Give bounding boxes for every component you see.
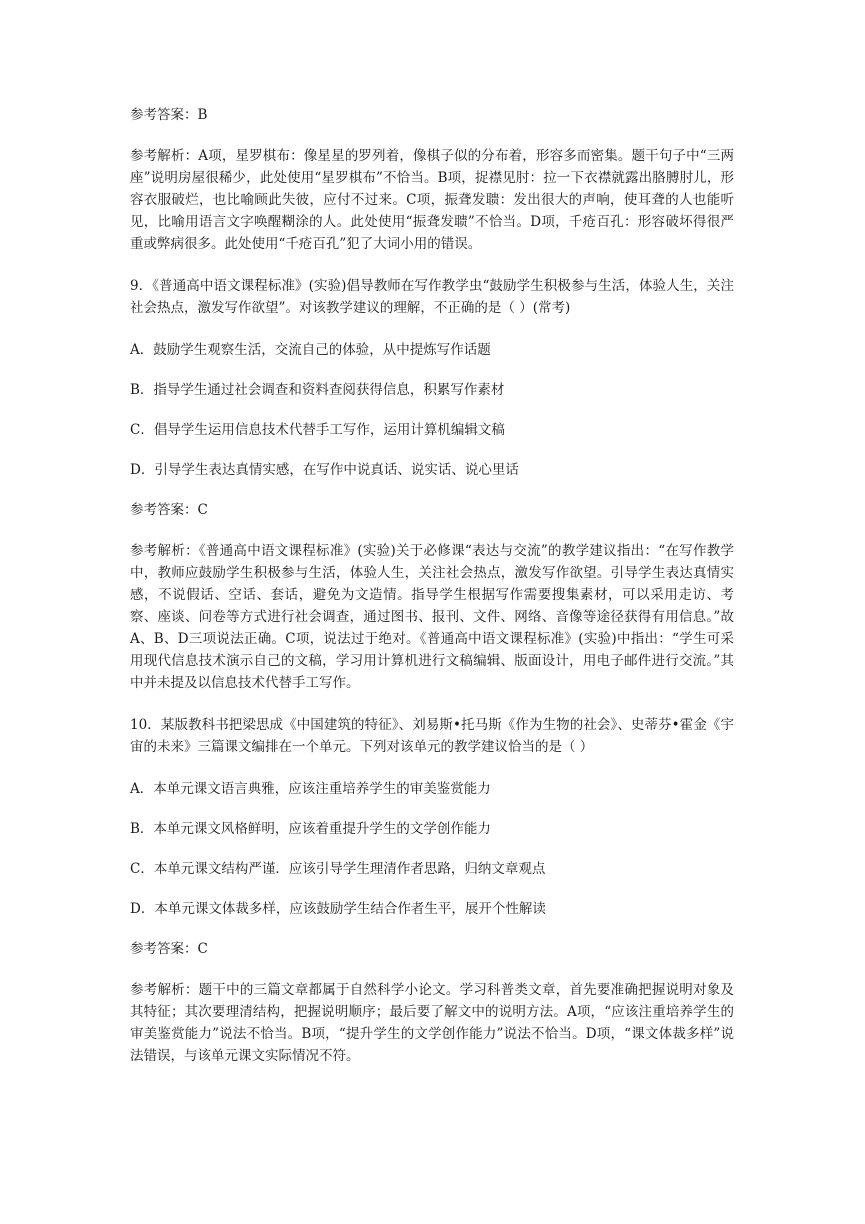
q9-option-b: B．指导学生通过社会调查和资料查阅获得信息，积累写作素材: [130, 382, 505, 398]
q10-option-c: C．本单元课文结构严谨．应该引导学生理清作者思路，归纳文章观点: [130, 861, 546, 877]
q9-question: 9．《普通高中语文课程标准》(实验)倡导教师在写作教学虫“鼓励学生积极参与生活，体验人生，关注社会热点，激发写作欲望”。对该教学建议的理解，不正确的是（ ）(常考): [130, 278, 734, 316]
q9-analysis: 参考解析：《普通高中语文课程标准》(实验)关于必修课“表达与交流”的教学建议指出：“在写作教学中，教师应鼓励学生积极参与生活，体验人生，关注社会热点，激发写作欲望。引导学生表达真情实感，不说假话、空话、套话，避免为文造情。指导学生根据写作需要搜集素材，可以采用走访、考察、座谈、问卷等方式进行社会调查，通过图书、报刊、文件、网络、音像等途径获得有用信息。”故A、B、D三项说法正确。C项，说法过于绝对。《普通高中语文课程标准》(实验)中指出：“学生可采用现代信息技术演示自己的文稿，学习用计算机进行文稿编辑、版面设计，用电子邮件进行交流。”其中并未提及以信息技术代替手工写作。: [130, 543, 734, 691]
q9-option-a: A．鼓励学生观察生活，交流自己的体验，从中提炼写作话题: [130, 342, 491, 358]
q10-analysis: 参考解析：题干中的三篇文章都属于自然科学小论文。学习科普类文章，首先要准确把握说明对象及其特征；其次要理清结构，把握说明顺序；最后要了解文中的说明方法。A项，“应该注重培养学生的审美鉴赏能力”说法不恰当。B项，“提升学生的文学创作能力”说法不恰当。D项，“课文体裁多样”说法错误，与该单元课文实际情况不符。: [130, 982, 734, 1064]
q10-option-a: A．本单元课文语言典雅，应该注重培养学生的审美鉴赏能力: [130, 781, 491, 797]
q10-option-d: D．本单元课文体裁多样，应该鼓励学生结合作者生平，展开个性解读: [130, 901, 546, 917]
q10-question: 10．某版教科书把梁思成《中国建筑的特征》、刘易斯•托马斯《作为生物的社会》、史蒂芬•霍金《宇宙的未来》三篇课文编排在一个单元。下列对该单元的教学建议恰当的是（ ）: [130, 717, 734, 755]
q8-answer: 参考答案：B: [130, 107, 208, 123]
q9-option-c: C．倡导学生运用信息技术代替手工写作，运用计算机编辑文稿: [130, 422, 505, 438]
q10-answer: 参考答案：C: [130, 941, 208, 957]
q10-option-b: B．本单元课文风格鲜明，应该着重提升学生的文学创作能力: [130, 821, 491, 837]
q8-analysis: 参考解析：A项，星罗棋布：像星星的罗列着，像棋子似的分布着，形容多而密集。题干句子中“三两座”说明房屋很稀少，此处使用“星罗棋布”不恰当。B项，捉襟见肘：拉一下衣襟就露出胳膊肘儿，形容衣服破烂，也比喻顾此失彼，应付不过来。C项，振聋发聩：发出很大的声响，使耳聋的人也能听见，比喻用语言文字唤醒糊涂的人。此处使用“振聋发聩”不恰当。D项，千疮百孔：形容破坏得很严重或弊病很多。此处使用“千疮百孔”犯了大词小用的错误。: [130, 148, 734, 252]
q9-answer: 参考答案：C: [130, 502, 208, 518]
q9-option-d: D．引导学生表达真情实感，在写作中说真话、说实话、说心里话: [130, 462, 519, 478]
document-page: [130, 104, 734, 1087]
